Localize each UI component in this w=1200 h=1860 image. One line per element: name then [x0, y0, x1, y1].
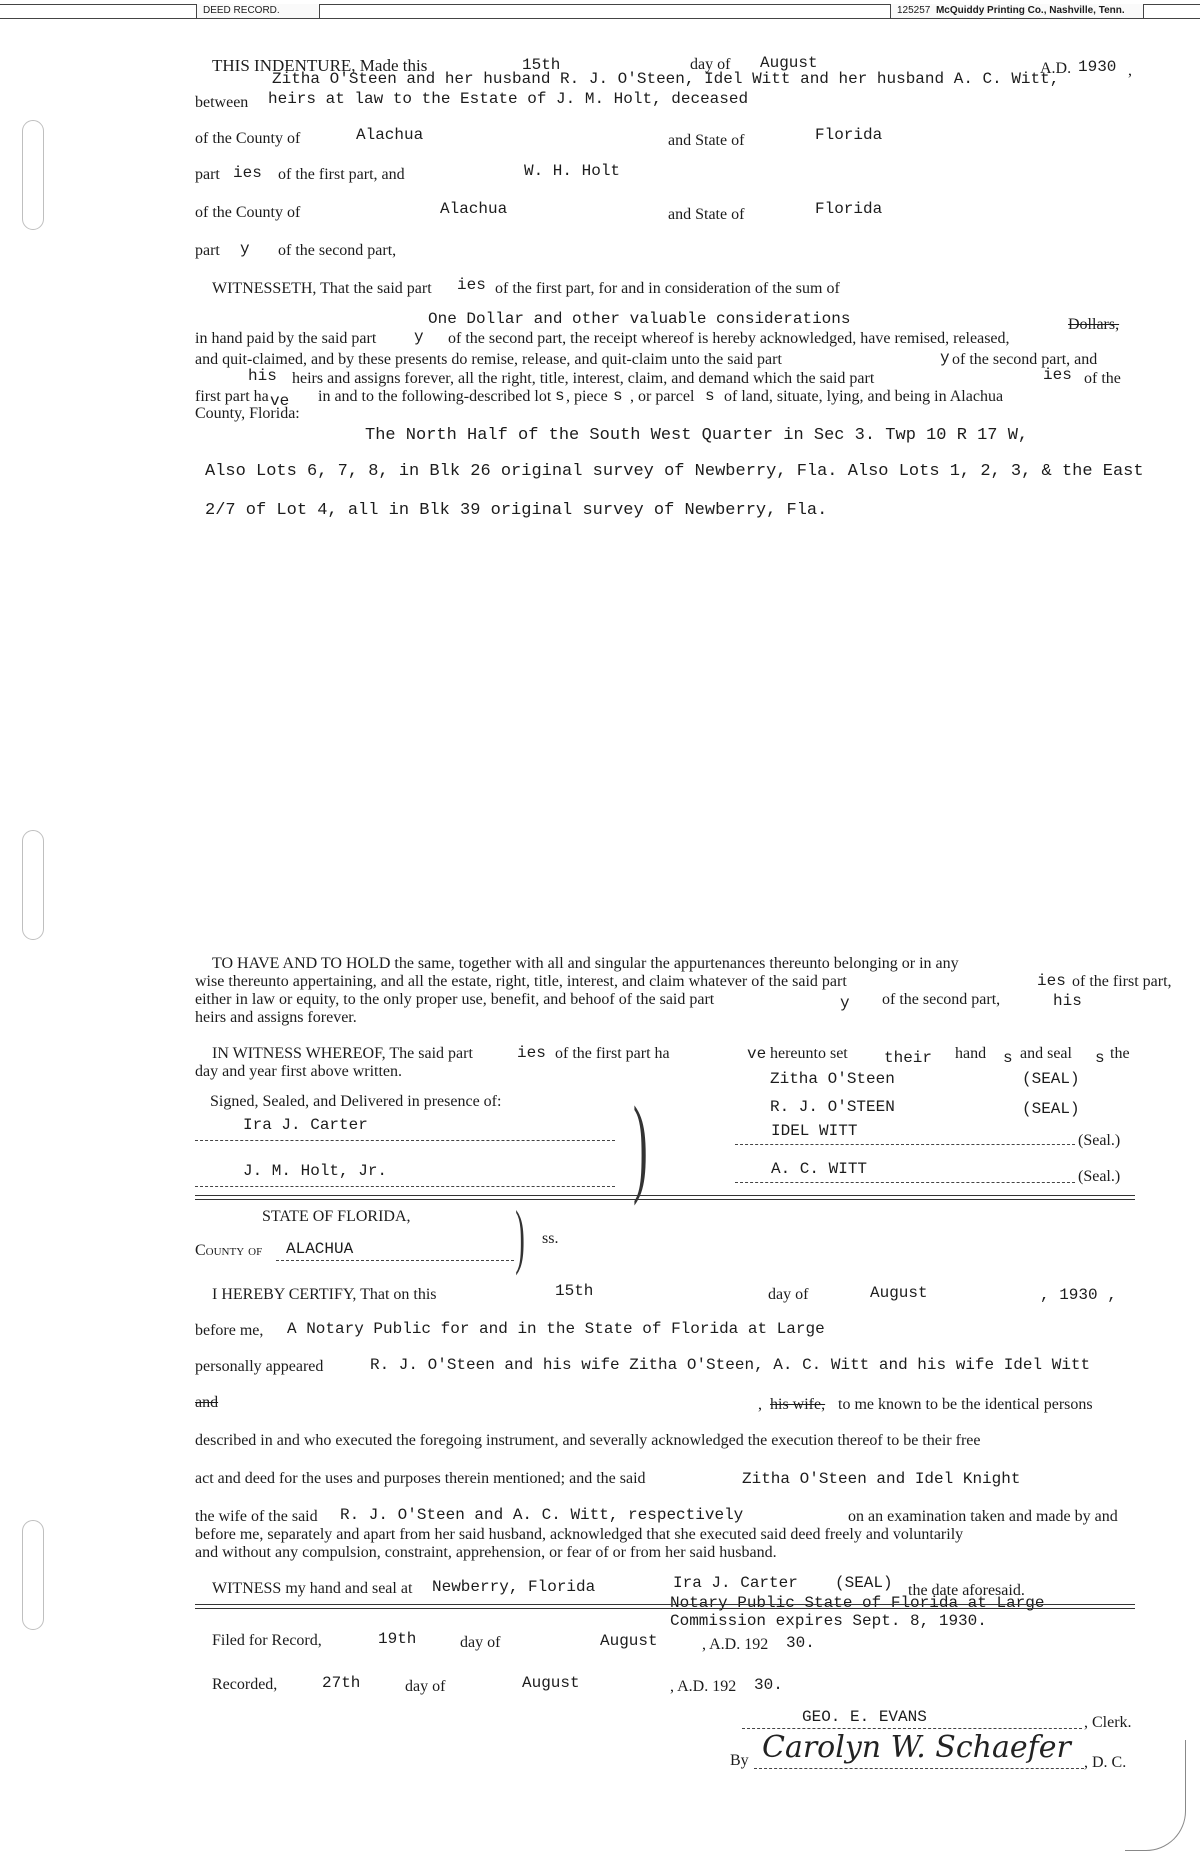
indenture-year-comma: , [1128, 62, 1132, 79]
state-second-party: Florida [815, 200, 883, 218]
ack-act-deed: act and deed for the uses and purposes therein mentioned; and the said [195, 1470, 646, 1487]
signer-zitha-osteen: Zitha O'Steen [770, 1070, 895, 1088]
state-first-party: Florida [815, 126, 883, 144]
page-curl-edge [1125, 1740, 1186, 1851]
testimonium-line1-s2: s [1095, 1049, 1105, 1067]
ack-and-struck: and [195, 1394, 219, 1411]
venue-brace: ) [515, 1196, 525, 1276]
ack-place: Newberry, Florida [432, 1578, 596, 1596]
dc-label: , D. C. [1084, 1754, 1127, 1771]
ack-day-of: day of [768, 1286, 809, 1303]
witnesseth-line5: County, Florida: [195, 405, 300, 422]
filed-ad: , A.D. 192 [702, 1636, 769, 1653]
ack-described: described in and who executed the foregoing instrument, and severally acknowledged the execution thereof to be their free [195, 1432, 981, 1449]
ack-county-label: County of [195, 1242, 263, 1259]
ack-known: to me known to be the identical persons [838, 1396, 1093, 1413]
notary-title: Notary Public State of Florida at Large [670, 1594, 1045, 1612]
testimonium-line1-ies: ies [517, 1044, 546, 1062]
punch-hole [22, 1520, 44, 1630]
witnesseth-intro-suffix: ies [457, 276, 486, 294]
ack-comma: , [758, 1396, 762, 1413]
grantee-name: W. H. Holt [524, 162, 621, 180]
seal-typed-1: (SEAL) [1022, 1070, 1080, 1088]
signer-rj-osteen: R. J. O'STEEN [770, 1098, 895, 1116]
second-part-label: of the second part, [278, 242, 397, 259]
signer-idel-witt: IDEL WITT [771, 1122, 858, 1140]
seal-printed-4: (Seal.) [1078, 1168, 1121, 1185]
book-label: DEED RECORD. [196, 4, 320, 18]
notary-seal: (SEAL) [835, 1574, 893, 1592]
filed-day-of: day of [460, 1634, 501, 1651]
county-first-party: Alachua [356, 126, 424, 144]
ack-officer: A Notary Public for and in the State of Florida at Large [287, 1320, 825, 1338]
state-label-first: and State of [668, 132, 745, 149]
witnesseth-line3-a: heirs and assigns forever, all the right, title, interest, claim, and demand which the said part [292, 370, 875, 387]
testimonium-line2: day and year first above written. [195, 1063, 403, 1080]
witnesseth-line4-c: , piece [566, 388, 608, 405]
witnesseth-line4-s3: s [705, 387, 715, 405]
witnesseth-line4-e: of land, situate, lying, and being in Alachua [724, 388, 1004, 405]
first-part-and: of the first part, and [278, 166, 405, 183]
section-divider-top [195, 1195, 1135, 1196]
witness-jm-holt-jr: J. M. Holt, Jr. [243, 1162, 388, 1180]
ack-exam: on an examination taken and made by and [848, 1508, 1118, 1525]
seal-printed-3: (Seal.) [1078, 1132, 1121, 1149]
witnesseth-line4-ve: ve [270, 392, 290, 410]
habendum-line3-y: y [840, 994, 850, 1012]
ack-separately: before me, separately and apart from her said husband, acknowledged that she executed said deed freely and voluntarily [195, 1526, 964, 1543]
ack-wife-of: the wife of the said [195, 1508, 318, 1525]
section-divider-bottom [195, 1199, 1135, 1200]
consideration-amount: One Dollar and other valuable considerations [428, 310, 851, 328]
witnesseth-line3-ies: ies [1043, 366, 1072, 384]
witnesseth-intro-a: WITNESSETH, That the said part [212, 280, 432, 297]
testimonium-line1-their: their [884, 1049, 933, 1067]
ack-divider-top [195, 1604, 1135, 1605]
signature-brace: ) [632, 1084, 648, 1206]
ack-wives: Zitha O'Steen and Idel Knight [742, 1470, 1021, 1488]
habendum-line3-a: either in law or equity, to the only proper use, benefit, and behoof of the said part [195, 991, 715, 1008]
ack-before-me: before me, [195, 1322, 264, 1339]
witnesseth-line4-s2: s [613, 387, 623, 405]
signer-ac-witt: A. C. WITT [771, 1160, 868, 1178]
witnesseth-line1-b: of the second part, the receipt whereof is hereby acknowledged, have remised, released, [448, 330, 1010, 347]
filed-day: 19th [378, 1630, 417, 1648]
recorded-year: 30. [754, 1676, 783, 1694]
ack-year: , 1930 , [1040, 1286, 1117, 1304]
part-suffix-second: y [240, 240, 250, 258]
testimonium-line1-e: and seal [1020, 1045, 1072, 1062]
ack-appeared-label: personally appeared [195, 1358, 324, 1375]
ack-his-wife-struck: his wife, [770, 1396, 826, 1413]
indenture-day-of: day of [690, 56, 731, 73]
habendum-line2-b: of the first part, [1072, 973, 1172, 990]
indenture-ad: A.D. [1040, 60, 1072, 77]
recorded-month: August [522, 1674, 580, 1692]
ack-husbands: R. J. O'Steen and A. C. Witt, respectively [340, 1506, 744, 1524]
habendum-line2-ies: ies [1037, 972, 1066, 990]
habendum-line3-b: of the second part, [882, 991, 1001, 1008]
clerk-name: GEO. E. EVANS [802, 1708, 927, 1726]
seal-typed-2: (SEAL) [1022, 1100, 1080, 1118]
punch-hole [22, 120, 44, 230]
testimonium-line1-c: hereunto set [770, 1045, 848, 1062]
witnesseth-line4-a: first part ha [195, 388, 269, 405]
witnesseth-line4-b: in and to the following-described lot [318, 388, 552, 405]
printer-name: McQuiddy Printing Co., Nashville, Tenn. [935, 5, 1125, 16]
recorded-label: Recorded, [212, 1676, 278, 1693]
part-label-second: part [195, 242, 220, 259]
testimonium-line1-a: IN WITNESS WHEREOF, The said part [212, 1045, 473, 1062]
witnesseth-line1-a: in hand paid by the said part [195, 330, 377, 347]
indenture-made-this: THIS INDENTURE, Made this [212, 56, 428, 75]
deputy-clerk-signature: Carolyn W. Schaefer [762, 1730, 1071, 1765]
recorded-day: 27th [322, 1674, 361, 1692]
filed-year: 30. [786, 1634, 815, 1652]
legal-description-2: Also Lots 6, 7, 8, in Blk 26 original survey of Newberry, Fla. Also Lots 1, 2, 3, & the East [205, 462, 1144, 481]
ack-ss: ss. [542, 1230, 559, 1247]
ack-appeared-persons: R. J. O'Steen and his wife Zitha O'Steen, A. C. Witt and his wife Idel Witt [370, 1356, 1091, 1374]
printer-imprint [890, 4, 1144, 18]
presence-label: Signed, Sealed, and Delivered in presence of: [210, 1093, 502, 1110]
filed-month: August [600, 1632, 658, 1650]
ack-month: August [870, 1284, 928, 1302]
testimonium-line1-d: hand [955, 1045, 987, 1062]
ack-certify: I HEREBY CERTIFY, That on this [212, 1286, 437, 1303]
grantor-parties-line1: Zitha O'Steen and her husband R. J. O'Steen, Idel Witt and her husband A. C. Witt, [272, 70, 1060, 88]
county-second-party: Alachua [440, 200, 508, 218]
habendum-line2-a: wise thereunto appertaining, and all the estate, right, title, interest, and claim whatever of the said part [195, 973, 847, 990]
ack-divider-bottom [195, 1608, 1135, 1609]
county-label-first: of the County of [195, 130, 301, 147]
dollars-struck: Dollars, [1068, 316, 1120, 333]
notary-name: Ira J. Carter [673, 1574, 798, 1592]
ack-day: 15th [555, 1282, 594, 1300]
ack-county: ALACHUA [286, 1240, 354, 1258]
testimonium-line1-f: the [1110, 1045, 1130, 1062]
legal-description-3: 2/7 of Lot 4, all in Blk 39 original survey of Newberry, Fla. [205, 501, 828, 520]
witness-ira-carter: Ira J. Carter [243, 1116, 368, 1134]
ack-state: STATE OF FLORIDA, [262, 1208, 411, 1225]
testimonium-line1-ve: ve [747, 1045, 767, 1063]
county-label-second: of the County of [195, 204, 301, 221]
indenture-month: August [760, 54, 818, 72]
witnesseth-line2-y: y [940, 349, 950, 367]
part-label-first: part [195, 166, 220, 183]
state-label-second: and State of [668, 206, 745, 223]
legal-description-1: The North Half of the South West Quarter in Sec 3. Twp 10 R 17 W, [365, 426, 1029, 445]
by-label: By [730, 1752, 749, 1769]
habendum-line3-his: his [1053, 992, 1082, 1010]
clerk-label: , Clerk. [1084, 1714, 1132, 1731]
header-rule-bottom [0, 18, 1200, 19]
witnesseth-line4-d: , or parcel [630, 388, 695, 405]
habendum-line4: heirs and assigns forever. [195, 1009, 357, 1026]
indenture-year: 1930 [1078, 58, 1117, 76]
recorded-day-of: day of [405, 1678, 446, 1695]
witnesseth-line1-y: y [414, 328, 424, 346]
indenture-day: 15th [522, 56, 561, 74]
witnesseth-line4-s1: s [555, 387, 565, 405]
witnesseth-line3-his: his [248, 367, 277, 385]
witnesseth-line3-b: of the [1084, 370, 1121, 387]
punch-hole [22, 830, 44, 940]
notary-commission: Commission expires Sept. 8, 1930. [670, 1612, 987, 1630]
witnesseth-line2-a: and quit-claimed, and by these presents do remise, release, and quit-claim unto the said part [195, 351, 782, 368]
ack-compulsion: and without any compulsion, constraint, apprehension, or fear of or from her said husband. [195, 1544, 777, 1561]
ack-date-aforesaid: the date aforesaid. [908, 1582, 1025, 1599]
recorded-ad: , A.D. 192 [670, 1678, 737, 1695]
form-number: 125257 [897, 5, 931, 16]
habendum-line1: TO HAVE AND TO HOLD the same, together with all and singular the appurtenances thereunto belonging or in any [212, 955, 959, 972]
grantor-parties-line2: heirs at law to the Estate of J. M. Holt, deceased [268, 90, 749, 108]
filed-label: Filed for Record, [212, 1632, 322, 1649]
part-suffix-first: ies [233, 164, 262, 182]
witnesseth-line2-b: of the second part, and [952, 351, 1098, 368]
testimonium-line1-b: of the first part ha [555, 1045, 670, 1062]
header-strip [0, 0, 1200, 22]
witnesseth-intro-b: of the first part, for and in consideration of the sum of [495, 280, 840, 297]
testimonium-line1-s1: s [1003, 1049, 1013, 1067]
ack-witness-hand: WITNESS my hand and seal at [212, 1580, 413, 1597]
between-label: between [195, 94, 249, 111]
